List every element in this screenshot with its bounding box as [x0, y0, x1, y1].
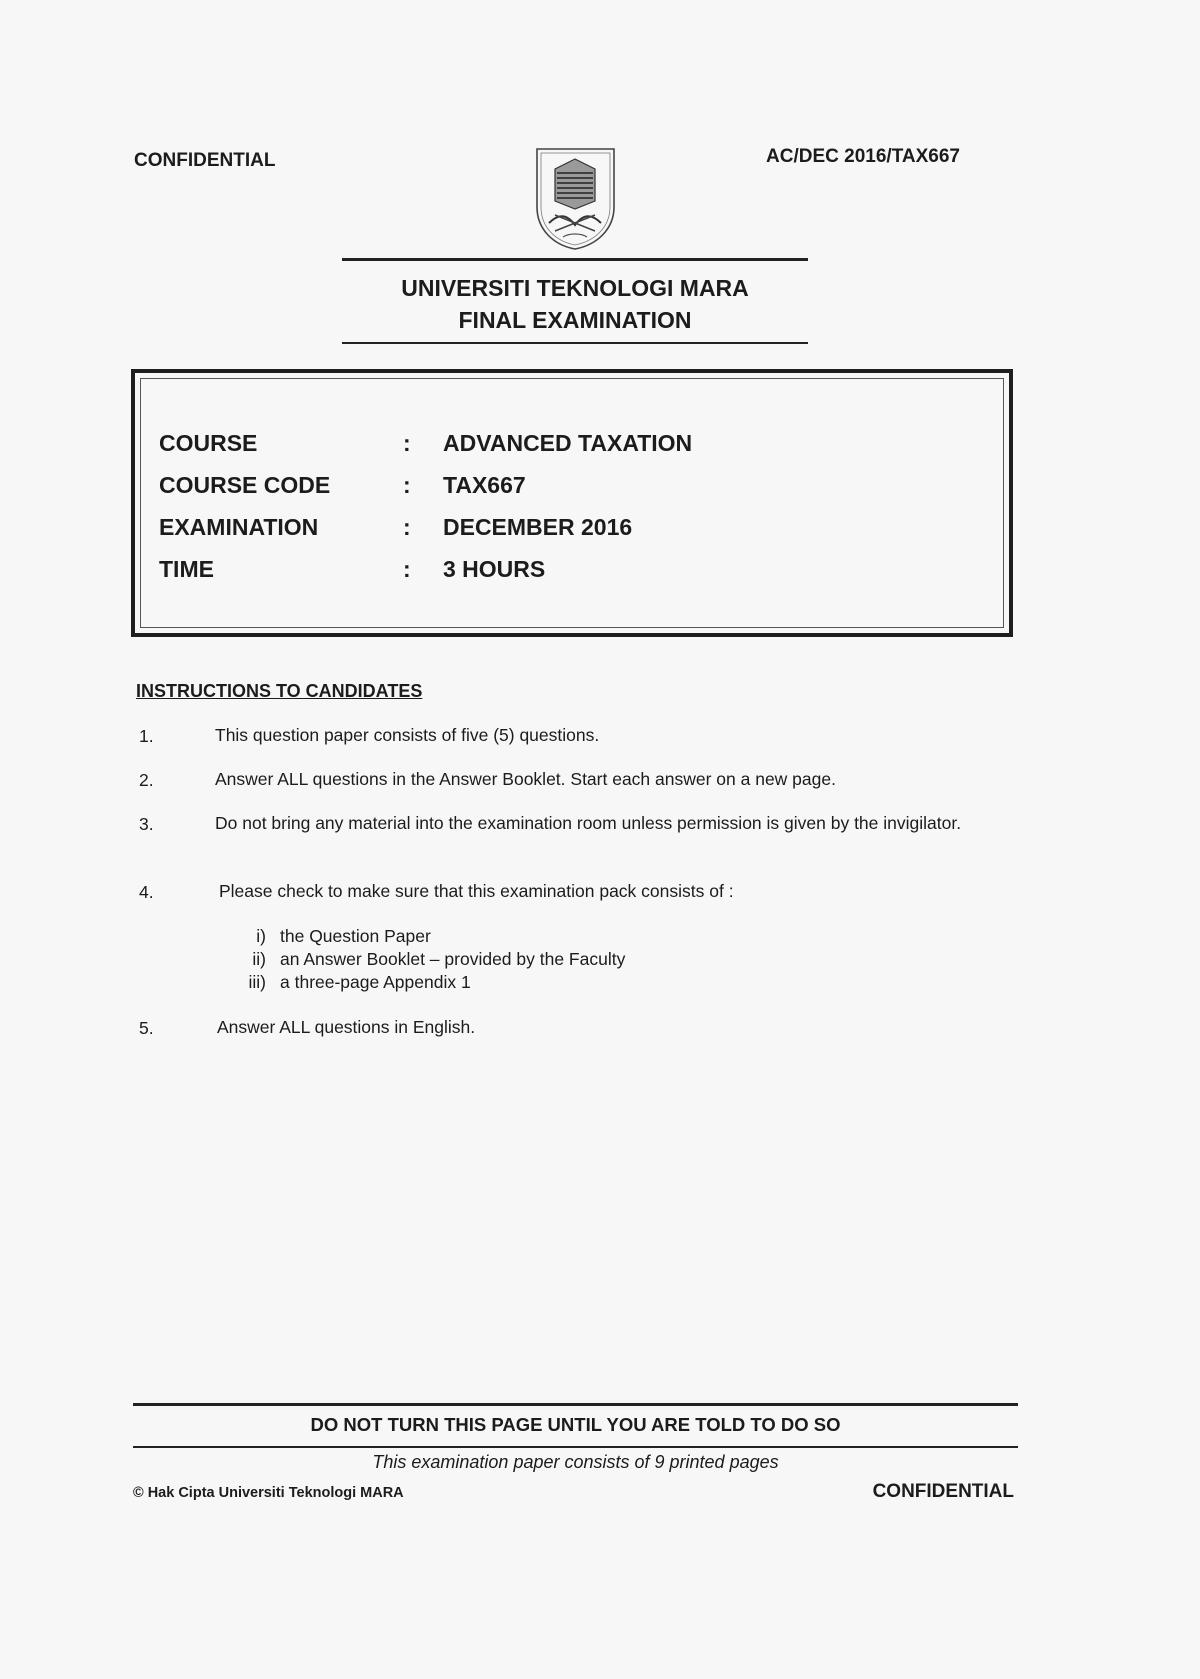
- confidential-footer: CONFIDENTIAL: [872, 1481, 1014, 1502]
- course-code-row: COURSE CODE : TAX667: [159, 472, 526, 498]
- printed-pages-note: This examination paper consists of 9 printed pages: [372, 1452, 779, 1472]
- exam-title: [342, 272, 808, 336]
- instruction-item: Do not bring any material into the examination room unless permission is given by the invigilator.: [215, 813, 962, 833]
- instruction-item: Answer ALL questions in English.: [217, 1017, 476, 1037]
- row-value: ADVANCED TAXATION: [443, 430, 693, 456]
- instructions-title: INSTRUCTIONS TO CANDIDATES: [136, 681, 423, 701]
- row-value: TAX667: [443, 472, 526, 498]
- instruction-item: Answer ALL questions in the Answer Booklet. Start each answer on a new page.: [215, 769, 836, 789]
- course-info-box: [131, 369, 1013, 637]
- paper-code: AC/DEC 2016/TAX667: [766, 146, 960, 167]
- row-label: EXAMINATION: [159, 514, 319, 540]
- exam-type: FINAL EXAMINATION: [458, 307, 692, 333]
- copyright-notice: © Hak Cipta Universiti Teknologi MARA: [133, 1485, 404, 1501]
- pack-item: i) the Question Paper: [256, 926, 431, 946]
- pack-item: ii) an Answer Booklet – provided by the Faculty: [252, 949, 626, 969]
- row-label: COURSE CODE: [159, 472, 331, 498]
- university-crest-icon: [533, 147, 618, 251]
- item-number: 4.: [139, 882, 154, 902]
- pack-item: iii) a three-page Appendix 1: [248, 972, 471, 992]
- do-not-turn-warning: DO NOT TURN THIS PAGE UNTIL YOU ARE TOLD TO DO SO: [310, 1414, 841, 1435]
- time-row: TIME : 3 HOURS: [159, 556, 546, 582]
- title-top-rule: [342, 258, 808, 261]
- instruction-item: This question paper consists of five (5) questions.: [215, 725, 600, 745]
- item-number: 3.: [139, 814, 154, 834]
- footer-top-rule: [133, 1403, 1018, 1406]
- item-number: 5.: [139, 1018, 154, 1038]
- row-value: DECEMBER 2016: [443, 514, 633, 540]
- row-value: 3 HOURS: [443, 556, 546, 582]
- university-name: UNIVERSITI TEKNOLOGI MARA: [401, 275, 749, 301]
- item-number: 1.: [139, 726, 154, 746]
- footer-bottom-rule: [133, 1446, 1018, 1448]
- item-number: 2.: [139, 770, 154, 790]
- confidential-header: CONFIDENTIAL: [134, 150, 276, 171]
- row-label: TIME: [159, 556, 214, 582]
- title-bottom-rule: [342, 342, 808, 344]
- row-label: COURSE: [159, 430, 258, 456]
- examination-row: EXAMINATION : DECEMBER 2016: [159, 514, 633, 540]
- course-row: COURSE : ADVANCED TAXATION: [159, 430, 693, 456]
- instruction-item: Please check to make sure that this examination pack consists of :: [219, 881, 734, 901]
